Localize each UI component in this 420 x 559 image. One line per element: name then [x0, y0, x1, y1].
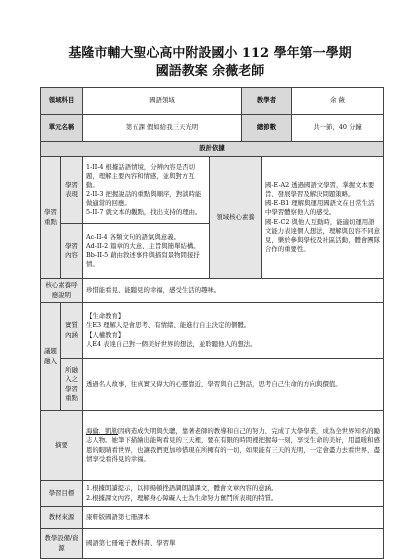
- summary-underlined-name: 海倫．凱勒: [86, 427, 118, 436]
- performance-label: 學習表現: [61, 157, 83, 224]
- summary-label: 摘要: [41, 411, 83, 481]
- lesson-plan-table: [40, 87, 384, 559]
- content-label: 學習內容: [61, 224, 83, 279]
- substance-line-3: 【人權教育】: [86, 330, 125, 339]
- field-label: 領域科目: [41, 88, 83, 115]
- core-literacy-text: 珍惜能看見、能聽見的幸福，感受生活的趣味。: [83, 279, 384, 303]
- objectives-cell: [83, 481, 384, 507]
- core-competency-label: 領域核心素養: [210, 157, 262, 279]
- hours-value: 共一節，40 分鐘: [292, 115, 384, 142]
- substance-cell: [83, 303, 384, 359]
- textbook-label: 教材來源: [41, 507, 83, 529]
- summary-cell: [83, 411, 384, 481]
- core-literacy-label: 核心素養呼應說明: [41, 279, 83, 303]
- field-value: 國語領域: [83, 88, 242, 115]
- integration-label: 議題融入: [41, 303, 61, 411]
- objective-1: 1.根據朗讀提示，以抑揚頓挫語調朗讀課文，體會文章內容的意涵。: [86, 484, 278, 493]
- core-competency-text: 國-E-A2 透過國語文學習，掌握文本要旨、發展學習及解決問題策略。 國-E-B1 理解與運用國語文在日常生活中學習體察他人的感受。 國-E-C2 與他人互動時，能適切運用語文能力表達個人想法，理解與包容不同意見，樂於參與學校及社區活動，體會團隊合作的重要性。: [262, 157, 384, 279]
- substance-label: 實質內涵: [61, 303, 83, 359]
- content-text: Ac-II-4 各類文句的語氣與意義。 Ad-II-2 篇章的大意、主旨與簡單結構。 Bb-II-5 藉由敘述事件與描寫景物間接抒情。: [83, 224, 210, 279]
- equipment-value: 國語第七冊電子教科書、學習單: [83, 529, 384, 559]
- integration-content-label: 所融入之學習重點: [61, 359, 83, 411]
- teacher-label: 教學者: [242, 88, 292, 115]
- unit-value: 第五課 假如給我三天光明: [83, 115, 242, 142]
- substance-line-2: 生E3 理解人是會思考、有情緒、能進行自主決定的個體。: [86, 321, 251, 330]
- design-basis-header: 設計依據: [41, 142, 384, 157]
- substance-line-4: 人E4 表達自己對一個美好世界的想法，並聆聽他人的想法。: [86, 339, 257, 348]
- document-subtitle: 國語教案 余薇老師: [155, 64, 265, 79]
- document-title: 基隆市輔大聖心高中附設國小 112 學年第一學期: [68, 46, 352, 61]
- equipment-label: 教學設備/資源: [41, 529, 83, 559]
- learning-focus-label: 學習重點: [41, 157, 61, 279]
- integration-content-text: 透過名人故事，往真實又偉大的心靈靠近，學習與自己對話，思考自己生命的方向與價值。: [83, 359, 384, 411]
- unit-label: 單元名稱: [41, 115, 83, 142]
- performance-text: 1-II-4 根據話語情境，分辨內容是否切題，理解主要內容和情感，並與對方互動。 2-II-3 把握說話的重點與順序，對談時能做適當的回應。 5-II-7 就文本的觀點，找出支持的理由。: [83, 157, 210, 224]
- teacher-value: 余 薇: [292, 88, 384, 115]
- objectives-label: 學習目標: [41, 481, 83, 507]
- hours-label: 總節數: [242, 115, 292, 142]
- substance-line-1: 【生命教育】: [86, 312, 125, 321]
- textbook-value: 康軒版國語第七冊課本: [83, 507, 384, 529]
- objective-2: 2.根據課文內容，理解身心障礙人士為生命努力奮鬥所表現的特質。: [86, 493, 278, 502]
- summary-text: 因病造成失明與失聰，靠著老師的教導和自己的努力，完成了大學學業，成為全世界知名的勵志人物。她筆下描繪出能夠看見的三天裡，要在有限的時間裡把握每一刻，享受生命的美好，用溫暖和感恩的眼睛看世界，也讓我們更加珍惜現在所擁有的一切，如果能有三天的光明，一定會盡力去看世界，盡情享受看得見的幸福。: [86, 427, 380, 463]
